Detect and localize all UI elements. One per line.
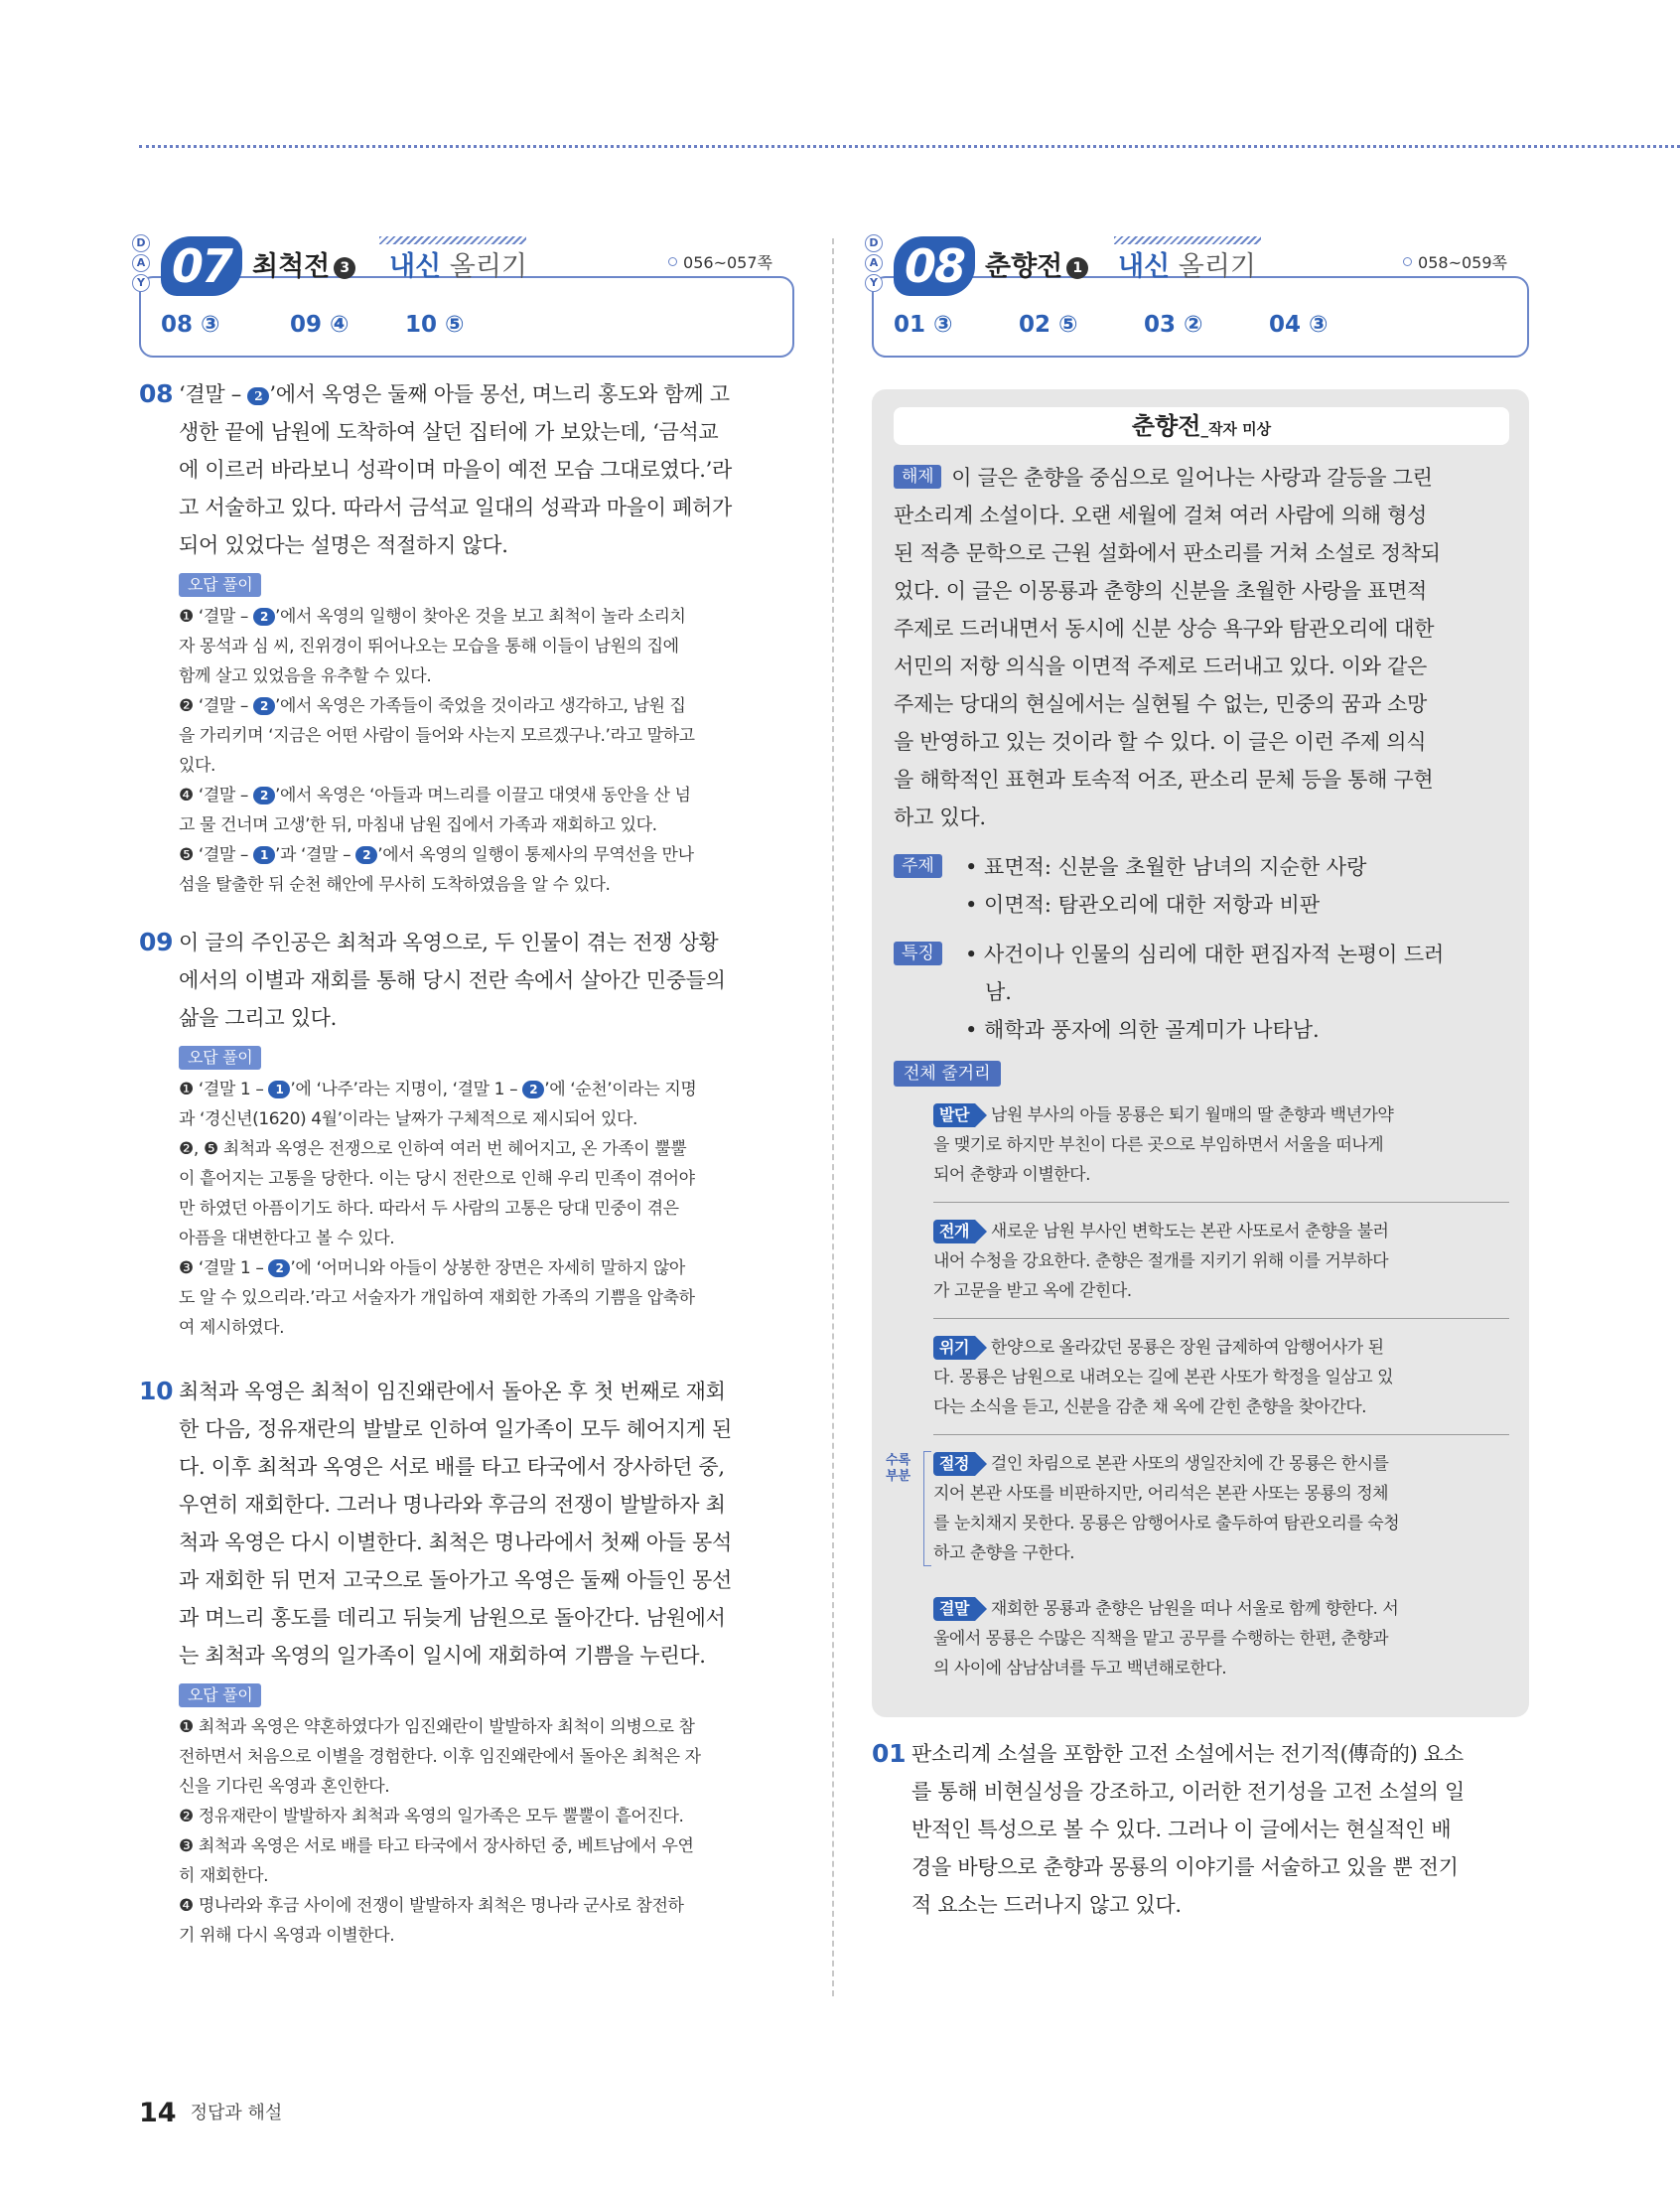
text-segment: 이 흩어지는 고통을 당한다. 이는 당시 전란으로 인해 우리 민족이 겪어야 bbox=[179, 1169, 695, 1189]
text-segment: 가 고문을 받고 옥에 갇힌다. bbox=[933, 1281, 1132, 1301]
text-segment: 을 맺기로 하지만 부친이 다른 곳으로 부임하면서 서울을 떠나게 bbox=[933, 1135, 1384, 1155]
text-line bbox=[179, 1164, 794, 1194]
text-line bbox=[179, 1134, 794, 1164]
question-08 bbox=[139, 375, 794, 900]
text-line: 부분 bbox=[886, 1469, 911, 1484]
text-segment: 삶을 그리고 있다. bbox=[179, 1006, 338, 1030]
text-line bbox=[894, 497, 1509, 534]
text-segment: 우연히 재회한다. 그러나 명나라와 후금의 전쟁이 발발하자 최 bbox=[179, 1493, 726, 1517]
text-segment: 고 물 건너며 고생’한 뒤, 마침내 남원 집에서 가족과 재회하고 있다. bbox=[179, 815, 657, 835]
text-segment: 한양으로 올라갔던 몽룡은 장원 급제하여 암행어사가 된 bbox=[990, 1338, 1384, 1358]
text-segment: ‘결말 – bbox=[179, 382, 248, 406]
text-line bbox=[179, 1524, 794, 1561]
text-segment: 된 적층 문학으로 근원 설화에서 판소리를 거쳐 소설로 정착되 bbox=[894, 541, 1441, 565]
wrong-answer-explanation bbox=[179, 602, 794, 900]
text-segment: ❶ ‘결말 – bbox=[179, 607, 253, 627]
text-segment: 울에서 몽룡은 수많은 직책을 맡고 공무를 수행하는 한편, 춘향과 bbox=[933, 1629, 1389, 1649]
feature-item-cont: 남. bbox=[985, 980, 1012, 1004]
text-line bbox=[933, 1217, 1509, 1246]
text-line bbox=[179, 1075, 794, 1104]
work-title: 최척전 3 bbox=[252, 244, 355, 283]
text-line bbox=[179, 1831, 794, 1861]
section-marker-icon: 2 bbox=[253, 697, 275, 715]
text-segment: 기 위해 다시 옥영과 이별한다. bbox=[179, 1926, 395, 1946]
question-10 bbox=[139, 1373, 794, 1951]
section-marker-icon: 2 bbox=[268, 1259, 290, 1277]
text-line bbox=[933, 1100, 1509, 1130]
right-column bbox=[869, 234, 1529, 1924]
text-segment: 의 사이에 삼남삼녀를 두고 백년해로한다. bbox=[933, 1659, 1227, 1678]
text-segment: ❺ ‘결말 – bbox=[179, 845, 253, 865]
text-line bbox=[933, 1449, 1509, 1479]
text-line bbox=[894, 799, 1509, 836]
text-line bbox=[933, 1160, 1509, 1190]
day08-header bbox=[869, 234, 1529, 364]
text-line bbox=[894, 610, 1509, 648]
text-line bbox=[179, 602, 794, 632]
text-line bbox=[894, 723, 1509, 761]
section-label: 내신 올리기 bbox=[389, 251, 528, 282]
text-line bbox=[179, 489, 794, 526]
section-marker-icon: 2 bbox=[355, 846, 377, 864]
text-line: 수록 bbox=[886, 1453, 911, 1468]
text-segment: 다. 이후 최척과 옥영은 서로 배를 타고 타국에서 장사하던 중, bbox=[179, 1455, 725, 1479]
answer-item: 04 ③ bbox=[1269, 312, 1329, 338]
text-segment: 지어 본관 사또를 비판하지만, 어리석은 본관 사또는 몽룡의 정체 bbox=[933, 1484, 1389, 1504]
stage-tag: 발단 bbox=[933, 1103, 975, 1127]
column-divider bbox=[832, 238, 834, 1996]
answer-list bbox=[161, 312, 465, 338]
theme-item: • 이면적: 탐관오리에 대한 저항과 비판 bbox=[965, 893, 1321, 917]
hatch-decoration bbox=[1114, 236, 1261, 244]
text-line bbox=[179, 451, 794, 489]
text-segment: 다. 몽룡은 남원으로 내려오는 길에 본관 사또가 학정을 일삼고 있 bbox=[933, 1368, 1394, 1387]
text-segment: 척과 옥영은 다시 이별한다. 최척은 명나라에서 첫째 아들 몽석 bbox=[179, 1531, 733, 1554]
text-segment: 만 하였던 아픔이기도 하다. 따라서 두 사람의 고통은 당대 민중이 겪은 bbox=[179, 1199, 679, 1219]
text-segment: ❷, ❺ 최척과 옥영은 전쟁으로 인하여 여러 번 헤어지고, 온 가족이 뿔뿔 bbox=[179, 1139, 687, 1159]
text-segment: ❹ 명나라와 후금 사이에 전쟁이 발발하자 최척은 명나라 군사로 참전하 bbox=[179, 1896, 684, 1916]
text-line bbox=[933, 1130, 1509, 1160]
part-badge: 1 bbox=[1066, 257, 1088, 279]
text-line bbox=[179, 751, 794, 781]
text-line bbox=[179, 1224, 794, 1253]
theme-item: • 표면적: 신분을 초월한 남녀의 지순한 사랑 bbox=[965, 855, 1367, 879]
text-segment: 었다. 이 글은 이몽룡과 춘향의 신분을 초월한 사랑을 표면적 bbox=[894, 579, 1428, 603]
text-line bbox=[179, 413, 794, 451]
theme-label: 주제 bbox=[894, 854, 942, 878]
text-line bbox=[933, 1594, 1509, 1624]
text-line bbox=[894, 648, 1509, 685]
text-segment: ’에 ‘순천’이라는 지명 bbox=[544, 1080, 697, 1099]
answer-item: 10 ⑤ bbox=[405, 312, 465, 338]
top-dotted-rule bbox=[139, 145, 1680, 148]
text-line bbox=[179, 526, 794, 564]
text-line bbox=[933, 1538, 1509, 1568]
text-line bbox=[179, 632, 794, 661]
text-line bbox=[933, 1392, 1509, 1422]
text-segment: 여 제시하였다. bbox=[179, 1318, 285, 1338]
text-segment: ❷ 정유재란이 발발하자 최척과 옥영의 일가족은 모두 뿔뿔이 흩어진다. bbox=[179, 1807, 684, 1826]
wrong-answer-label: 오답 풀이 bbox=[179, 1683, 261, 1707]
text-segment: 고 서술하고 있다. 따라서 금석교 일대의 성곽과 마을이 폐허가 bbox=[179, 496, 733, 519]
bracket-decoration bbox=[923, 1451, 931, 1566]
text-segment: 을 해학적인 표현과 토속적 어조, 판소리 문체 등을 통해 구현 bbox=[894, 768, 1434, 792]
text-segment: ❹ ‘결말 – bbox=[179, 786, 253, 805]
text-segment: 주제로 드러내면서 동시에 신분 상승 욕구와 탐관오리에 대한 bbox=[894, 617, 1435, 641]
text-line bbox=[179, 1283, 794, 1313]
work-title: 춘향전 1 bbox=[985, 244, 1088, 283]
page-reference: 058~059쪽 bbox=[1397, 250, 1513, 273]
text-segment: 서민의 저항 의식을 이면적 주제로 드러내고 있다. 이와 같은 bbox=[894, 655, 1428, 678]
text-segment: 되어 춘향과 이별한다. bbox=[933, 1165, 1091, 1185]
text-segment: ’에서 옥영의 일행이 통제사의 무역선을 만나 bbox=[377, 845, 694, 865]
text-line bbox=[179, 1802, 794, 1831]
text-segment: 신을 기다린 옥영과 혼인한다. bbox=[179, 1777, 390, 1797]
wrong-answer-label: 오답 풀이 bbox=[179, 1046, 261, 1070]
day07-header bbox=[136, 234, 794, 364]
text-segment: ’에 ‘어머니와 아들이 상봉한 장면은 자세히 말하지 않아 bbox=[290, 1258, 685, 1278]
text-line bbox=[179, 1486, 794, 1524]
text-segment: ’에서 옥영은 ‘아들과 며느리를 이끌고 대엿새 동안을 산 넘 bbox=[275, 786, 691, 805]
answer-item: 08 ③ bbox=[161, 312, 220, 338]
question-09 bbox=[139, 924, 794, 1343]
text-line bbox=[179, 375, 794, 413]
wrong-answer-explanation bbox=[179, 1075, 794, 1343]
question-number: 09 bbox=[139, 928, 174, 956]
text-segment: ❶ ‘결말 1 – bbox=[179, 1080, 269, 1099]
text-segment: ’에 ‘나주’라는 지명이, ‘결말 1 – bbox=[290, 1080, 523, 1099]
feature-item: • 사건이나 인물의 심리에 대한 편집자적 논평이 드러 bbox=[965, 943, 1445, 966]
text-segment: 를 눈치채지 못한다. 몽룡은 암행어사로 출두하여 탐관오리를 숙청 bbox=[933, 1514, 1400, 1533]
text-segment: 있다. bbox=[179, 756, 216, 776]
section-marker-icon: 2 bbox=[522, 1081, 544, 1098]
text-segment: 이 글의 주인공은 최척과 옥영으로, 두 인물이 겪는 전쟁 상황 bbox=[179, 931, 719, 954]
text-line bbox=[179, 721, 794, 751]
text-segment: ’에서 옥영은 가족들이 죽었을 것이라고 생각하고, 남원 집 bbox=[275, 696, 686, 716]
text-line: 를 통해 비현실성을 강조하고, 이러한 전기성을 고전 소설의 일 bbox=[911, 1780, 1466, 1804]
feature-label: 특징 bbox=[894, 942, 942, 965]
text-line bbox=[179, 1772, 794, 1802]
section-marker-icon: 2 bbox=[253, 787, 275, 804]
text-segment: 판소리계 소설이다. 오랜 세월에 걸쳐 여러 사람에 의해 형성 bbox=[894, 504, 1428, 527]
text-line bbox=[933, 1246, 1509, 1276]
text-line bbox=[179, 1448, 794, 1486]
text-segment: 하고 춘향을 구한다. bbox=[933, 1543, 1075, 1563]
day-number: 07 bbox=[161, 236, 242, 296]
text-segment: ❸ ‘결말 1 – bbox=[179, 1258, 269, 1278]
text-line bbox=[894, 534, 1509, 572]
text-line bbox=[179, 810, 794, 840]
text-line bbox=[179, 1313, 794, 1343]
text-line bbox=[894, 459, 1509, 497]
text-segment: 최척과 옥영은 최척이 임진왜란에서 돌아온 후 첫 번째로 재회 bbox=[179, 1380, 726, 1403]
text-line bbox=[179, 781, 794, 810]
page-footer bbox=[139, 2098, 282, 2128]
plot-stages bbox=[886, 1087, 1509, 1695]
text-line: 반적인 특성으로 볼 수 있다. 그러나 이 글에서는 현실적인 배 bbox=[911, 1818, 1452, 1841]
text-segment: 을 가리키며 ‘지금은 어떤 사람이 들어와 사는지 모르겠구나.’라고 말하고 bbox=[179, 726, 695, 746]
answer-item: 02 ⑤ bbox=[1019, 312, 1078, 338]
text-line: 적 요소는 드러나지 않고 있다. bbox=[911, 1893, 1182, 1917]
text-line bbox=[179, 1599, 794, 1637]
text-line bbox=[179, 1373, 794, 1410]
included-part bbox=[886, 1435, 1509, 1580]
text-segment: 히 재회한다. bbox=[179, 1866, 269, 1886]
text-segment: 는 최척과 옥영의 일가족이 일시에 재회하여 기쁨을 누린다. bbox=[179, 1644, 706, 1668]
text-line bbox=[179, 1861, 794, 1891]
left-column bbox=[136, 234, 794, 1951]
text-line bbox=[179, 1253, 794, 1283]
answer-item: 09 ④ bbox=[290, 312, 350, 338]
section-marker-icon: 1 bbox=[253, 846, 275, 864]
question-number: 08 bbox=[139, 379, 174, 408]
text-segment: 전하면서 처음으로 이별을 경험한다. 이후 임진왜란에서 돌아온 최척은 자 bbox=[179, 1747, 701, 1767]
text-line bbox=[933, 1276, 1509, 1306]
plot-stage bbox=[933, 1580, 1509, 1695]
text-line bbox=[933, 1333, 1509, 1363]
plot-stage bbox=[933, 1087, 1509, 1203]
text-segment: 재회한 몽룡과 춘향은 남원을 떠나 서울로 함께 향한다. 서 bbox=[990, 1599, 1399, 1619]
text-segment: 걸인 차림으로 본관 사또의 생일잔치에 간 몽룡은 한시를 bbox=[990, 1454, 1389, 1474]
theme-section bbox=[894, 848, 1509, 924]
text-segment: 과 며느리 홍도를 데리고 뒤늦게 남원으로 돌아간다. 남원에서 bbox=[179, 1606, 726, 1630]
text-segment: 생한 끝에 남원에 도착하여 살던 집터에 가 보았는데, ‘금석교 bbox=[179, 420, 719, 444]
day-label: D A Y bbox=[132, 234, 152, 294]
text-line bbox=[179, 1637, 794, 1675]
text-segment: 도 알 수 있으리라.’라고 서술자가 개입하여 재회한 가족의 기쁨을 압축하 bbox=[179, 1288, 695, 1308]
text-segment: 과 재회한 뒤 먼저 고국으로 돌아가고 옥영은 둘째 아들인 몽선 bbox=[179, 1568, 733, 1592]
text-segment: 주제는 당대의 현실에서는 실현될 수 없는, 민중의 꿈과 소망 bbox=[894, 692, 1428, 716]
plot-stage bbox=[933, 1319, 1509, 1435]
text-line bbox=[933, 1363, 1509, 1392]
answer-item: 01 ③ bbox=[894, 312, 953, 338]
page-number: 14 bbox=[139, 2098, 177, 2128]
text-segment: 에서의 이별과 재회를 통해 당시 전란 속에서 살아간 민중들의 bbox=[179, 968, 726, 992]
text-line bbox=[179, 1194, 794, 1224]
text-segment: 섬을 탈출한 뒤 순천 해안에 무사히 도착하였음을 알 수 있다. bbox=[179, 875, 611, 895]
text-segment: 자 몽석과 심 씨, 진위경이 뛰어나오는 모습을 통해 이들이 남원의 집에 bbox=[179, 637, 679, 657]
text-segment: 새로운 남원 부사인 변학도는 본관 사또로서 춘향을 불러 bbox=[990, 1222, 1389, 1241]
text-line bbox=[179, 999, 794, 1037]
question-01 bbox=[872, 1735, 1529, 1924]
stage-tag: 결말 bbox=[933, 1597, 975, 1621]
haeje-section bbox=[894, 459, 1509, 836]
summary-box bbox=[872, 389, 1529, 1717]
footer-text: 정답과 해설 bbox=[190, 2103, 283, 2123]
text-segment: ’에서 옥영은 둘째 아들 몽선, 며느리 홍도와 함께 고 bbox=[269, 382, 730, 406]
plot-stage bbox=[933, 1203, 1509, 1319]
stage-tag: 위기 bbox=[933, 1336, 975, 1360]
feature-section bbox=[894, 936, 1509, 1049]
text-segment: 과 ‘경신년(1620) 4월’이라는 날짜가 구체적으로 제시되어 있다. bbox=[179, 1109, 638, 1129]
text-segment: 함께 살고 있었음을 유추할 수 있다. bbox=[179, 666, 432, 686]
text-segment: ❶ 최척과 옥영은 약혼하였다가 임진왜란이 발발하자 최척이 의병으로 참 bbox=[179, 1717, 695, 1737]
text-line bbox=[179, 961, 794, 999]
haeje-label: 해제 bbox=[894, 465, 941, 489]
text-line bbox=[179, 924, 794, 961]
text-line bbox=[933, 1479, 1509, 1509]
included-part-label bbox=[886, 1453, 910, 1485]
day-label: D A Y bbox=[865, 234, 885, 294]
feature-item: • 해학과 풍자에 의한 골계미가 나타남. bbox=[965, 1018, 1320, 1042]
text-line bbox=[179, 1891, 794, 1921]
text-line bbox=[894, 761, 1509, 799]
text-line bbox=[179, 1742, 794, 1772]
section-marker-icon: 2 bbox=[253, 608, 275, 626]
day-number: 08 bbox=[894, 236, 975, 296]
text-line bbox=[179, 661, 794, 691]
text-line bbox=[933, 1624, 1509, 1654]
hatch-decoration bbox=[379, 236, 526, 244]
summary-title: 춘향전_작자 미상 bbox=[894, 407, 1509, 445]
answer-list bbox=[894, 312, 1329, 338]
part-badge: 3 bbox=[334, 257, 355, 279]
text-segment: ’과 ‘결말 – bbox=[275, 845, 356, 865]
text-line bbox=[179, 1712, 794, 1742]
text-line bbox=[179, 840, 794, 870]
text-segment: 에 이르러 바라보니 성곽이며 마을이 예전 모습 그대로였다.’라 bbox=[179, 458, 733, 482]
text-line: 경을 바탕으로 춘향과 몽룡의 이야기를 서술하고 있을 뿐 전기 bbox=[911, 1855, 1459, 1879]
question-number: 01 bbox=[872, 1739, 907, 1768]
text-line: 판소리계 소설을 포함한 고전 소설에서는 전기적(傳奇的) 요소 bbox=[911, 1742, 1464, 1766]
text-line bbox=[179, 1104, 794, 1134]
text-line bbox=[933, 1654, 1509, 1683]
answer-item: 03 ② bbox=[1144, 312, 1203, 338]
text-segment: ’에서 옥영의 일행이 찾아온 것을 보고 최척이 놀라 소리치 bbox=[275, 607, 686, 627]
text-segment: ❷ ‘결말 – bbox=[179, 696, 253, 716]
text-line bbox=[894, 572, 1509, 610]
plot-label: 전체 줄거리 bbox=[894, 1061, 1001, 1087]
stage-tag: 전개 bbox=[933, 1220, 975, 1243]
section-marker-icon: 1 bbox=[268, 1081, 290, 1098]
text-segment: ❸ 최척과 옥영은 서로 배를 타고 타국에서 장사하던 중, 베트남에서 우연 bbox=[179, 1836, 694, 1856]
text-line bbox=[894, 685, 1509, 723]
page-reference: 056~057쪽 bbox=[662, 250, 778, 273]
text-segment: 되어 있었다는 설명은 적절하지 않다. bbox=[179, 533, 508, 557]
wrong-answer-explanation bbox=[179, 1712, 794, 1951]
text-segment: 남원 부사의 아들 몽룡은 퇴기 월매의 딸 춘향과 백년가약 bbox=[990, 1105, 1394, 1125]
text-line bbox=[179, 1410, 794, 1448]
text-line bbox=[179, 691, 794, 721]
text-segment: 내어 수청을 강요한다. 춘향은 절개를 지키기 위해 이를 거부하다 bbox=[933, 1251, 1389, 1271]
text-line bbox=[933, 1509, 1509, 1538]
stage-tag: 절정 bbox=[933, 1452, 975, 1476]
text-segment: 하고 있다. bbox=[894, 805, 986, 829]
text-segment: 한 다음, 정유재란의 발발로 인하여 일가족이 모두 헤어지게 된 bbox=[179, 1417, 733, 1441]
text-segment: 을 반영하고 있는 것이라 할 수 있다. 이 글은 이런 주제 의식 bbox=[894, 730, 1427, 754]
section-label: 내신 올리기 bbox=[1118, 251, 1257, 282]
plot-stage bbox=[933, 1435, 1509, 1580]
text-line bbox=[179, 1921, 794, 1951]
text-segment: 다는 소식을 듣고, 신분을 감춘 채 옥에 갇힌 춘향을 찾아간다. bbox=[933, 1397, 1367, 1417]
section-marker-icon: 2 bbox=[247, 387, 269, 405]
text-segment: 아픔을 대변한다고 볼 수 있다. bbox=[179, 1229, 395, 1248]
text-line bbox=[179, 1561, 794, 1599]
question-number: 10 bbox=[139, 1377, 174, 1405]
text-segment: 이 글은 춘향을 중심으로 일어나는 사랑과 갈등을 그린 bbox=[951, 466, 1433, 490]
text-line bbox=[179, 870, 794, 900]
wrong-answer-label: 오답 풀이 bbox=[179, 573, 261, 597]
